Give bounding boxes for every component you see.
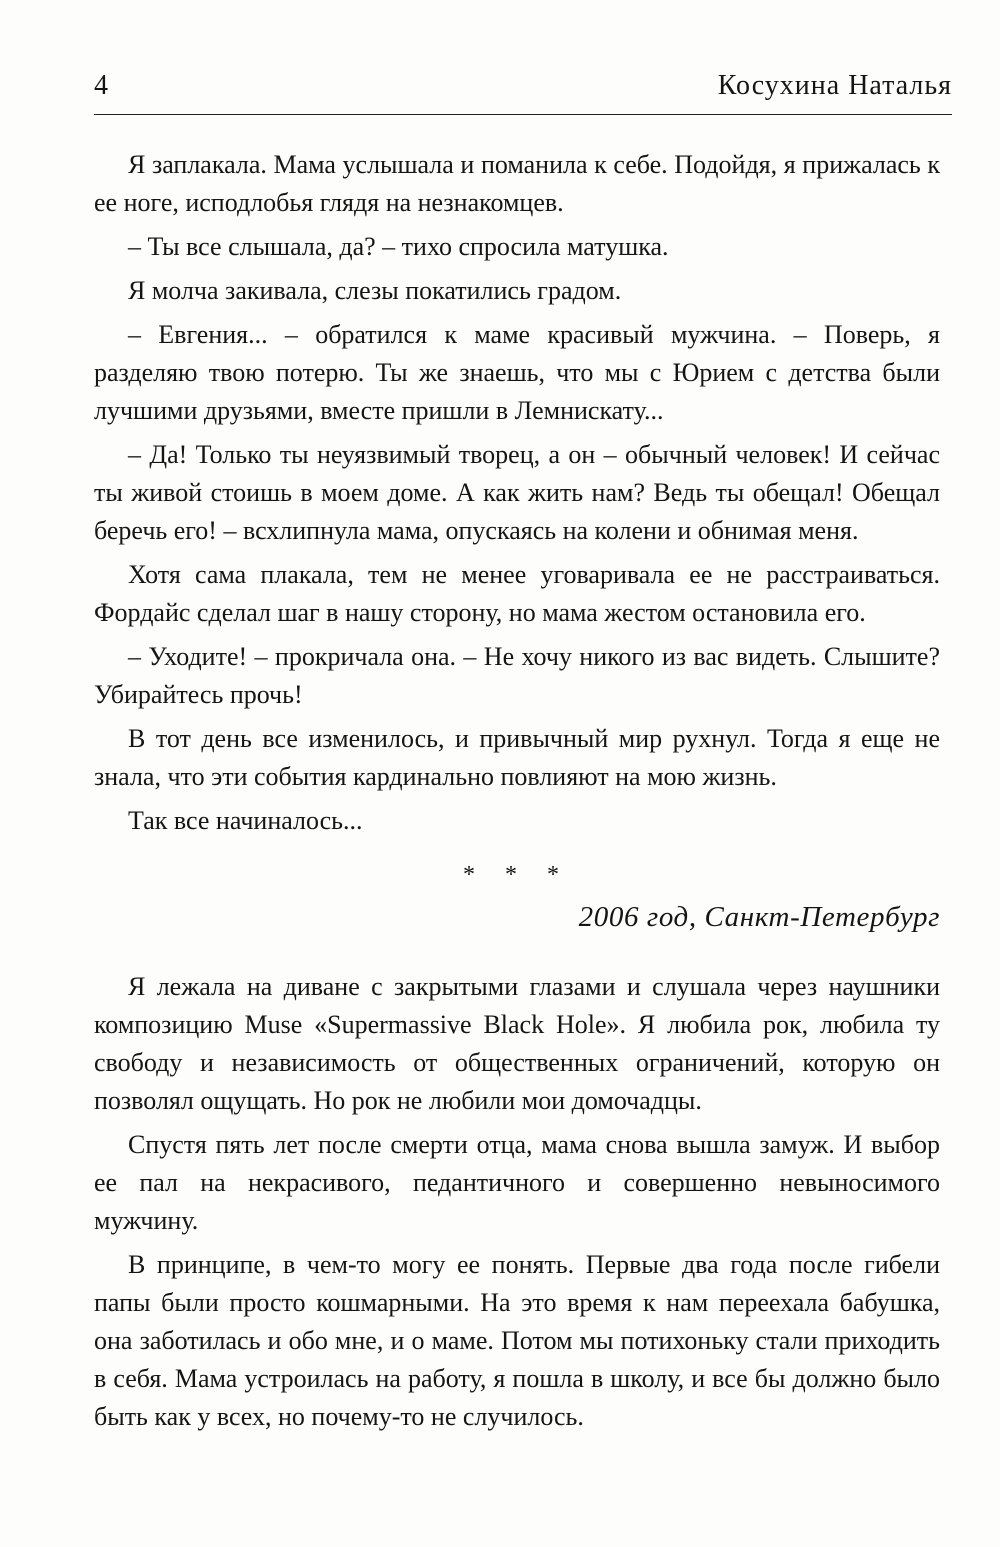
- paragraph: – Ты все слышала, да? – тихо спросила матушка.: [128, 232, 669, 261]
- paragraph: – Да! Только ты неуязвимый творец, а он – обычный человек! И сейчас ты живой стоишь в моем доме. А как жить нам? Ведь ты обещал! Обещал беречь его! – всхлипнула мама, опускаясь на колени и обнимая меня.: [94, 440, 940, 545]
- body-text: [94, 146, 940, 1436]
- page-header: [94, 66, 952, 115]
- paragraph: Хотя сама плакала, тем не менее уговаривала ее не расстраиваться. Фордайс сделал шаг в нашу сторону, но мама жестом остановила его.: [94, 560, 940, 627]
- page-number: 4: [94, 70, 108, 101]
- paragraph: В тот день все изменилось, и привычный мир рухнул. Тогда я еще не знала, что эти события кардинально повлияют на мою жизнь.: [94, 724, 940, 791]
- section-dateline: 2006 год, Санкт-Петербург: [578, 901, 940, 933]
- paragraph: Я лежала на диване с закрытыми глазами и слушала через наушники композицию Muse «Supermassive Black Hole». Я любила рок, любила ту свободу и независимость от общественных ограничений, которую он позволял ощущать. Но рок не любили мои домочадцы.: [94, 972, 940, 1115]
- paragraph: Я молча закивала, слезы покатились градом.: [128, 276, 622, 305]
- paragraph: В принципе, в чем-то могу ее понять. Первые два года после гибели папы были просто кошмарными. На это время к нам переехала бабушка, она заботилась и обо мне, и о маме. Потом мы потихоньку стали приходить в себя. Мама устроилась на работу, я пошла в школу, и все бы должно было быть как у всех, но почему-то не случилось.: [94, 1250, 940, 1431]
- section-separator: * * *: [463, 862, 571, 888]
- paragraph: – Уходите! – прокричала она. – Не хочу никого из вас видеть. Слышите? Убирайтесь прочь!: [94, 642, 940, 709]
- paragraph: Я заплакала. Мама услышала и поманила к себе. Подойдя, я прижалась к ее ноге, исподлобья глядя на незнакомцев.: [94, 150, 940, 217]
- running-head-author: Косухина Наталья: [717, 70, 952, 101]
- paragraph: Спустя пять лет после смерти отца, мама снова вышла замуж. И выбор ее пал на некрасивого, педантичного и совершенно невыносимого мужчину.: [94, 1130, 940, 1235]
- paragraph: – Евгения... – обратился к маме красивый мужчина. – Поверь, я разделяю твою потерю. Ты же знаешь, что мы с Юрием с детства были лучшими друзьями, вместе пришли в Лемнискату...: [94, 320, 940, 425]
- paragraph: Так все начиналось...: [128, 806, 363, 835]
